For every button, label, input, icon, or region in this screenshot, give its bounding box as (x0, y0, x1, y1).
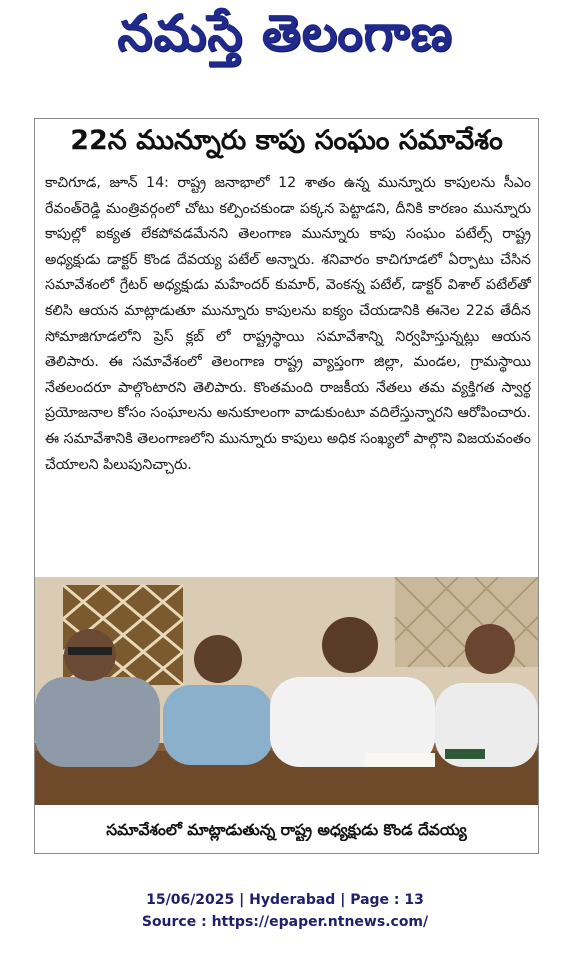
edition-line: 15/06/2025 | Hyderabad | Page : 13 (146, 892, 424, 908)
meeting-photo-illustration (35, 577, 538, 805)
page-footer (0, 889, 570, 933)
article-photo (35, 577, 538, 805)
source-line: Source : https://epaper.ntnews.com/ (141, 914, 429, 930)
article-body: కాచిగూడ, జూన్ 14: రాష్ట్ర జనాభాలో 12 శాతం ఉన్న మున్నూరు కాపులను సీఎం రేవంత్‌రెడ్డి మంత్రివర్గంలో చోటు కల్పించకుండా పక్కన పెట్టాడని, దీనికి కారణం మున్నూరు కాపుల్లో ఐక్యత లేకపోవడమేనని తెలంగాణ మున్నూరు కాపు సంఘం పటేల్స్ రాష్ట్ర అధ్యక్షుడు డాక్టర్ కొండ దేవయ్య పటేల్ అన్నారు. శనివారం కాచిగూడలో ఏర్పాటు చేసిన సమావేశంలో గ్రేటర్ అధ్యక్షుడు మహేందర్ కుమార్, వెంకన్న పటేల్, డాక్టర్ విశాల్ పటేల్‌తో కలిసి ఆయన మాట్లాడుతూ మున్నూరు కాపులను ఐక్యం చేయడానికి ఈనెల 22వ తేదీన సోమాజిగూడలోని ప్రెస్ క్లబ్ లో రాష్ట్రస్థాయి సమావేశాన్ని నిర్వహిస్తున్నట్లు ఆయన తెలిపారు. ఈ సమావేశంలో తెలంగాణ రాష్ట్ర వ్యాప్తంగా జిల్లా, మండల, గ్రామస్థాయి నేతలందరూ పాల్గొంటారని తెలిపారు. కొంతమంది రాజకీయ నేతలు తమ వ్యక్తిగత స్వార్థ ప్రయోజనాల కోసం సంఘాలను అనుకూలంగా వాడుకుంటూ వదిలేస్తున్నారని ఆరోపించారు. ఈ సమావేశానికి తెలంగాణలోని మున్నూరు కాపులు అధిక సంఖ్యలో పాల్గొని విజయవంతం చేయాలని పిలుపునిచ్చారు. (45, 175, 531, 473)
masthead-title: నమస్తే తెలంగాణ (117, 3, 453, 62)
news-article (34, 118, 539, 854)
article-headline: 22న మున్నూరు కాపు సంఘం సమావేశం (70, 125, 503, 156)
photo-caption: సమావేశంలో మాట్లాడుతున్న రాష్ట్ర అధ్యక్షుడు కొండ దేవయ్య (106, 821, 467, 839)
newspaper-masthead (0, 0, 570, 78)
